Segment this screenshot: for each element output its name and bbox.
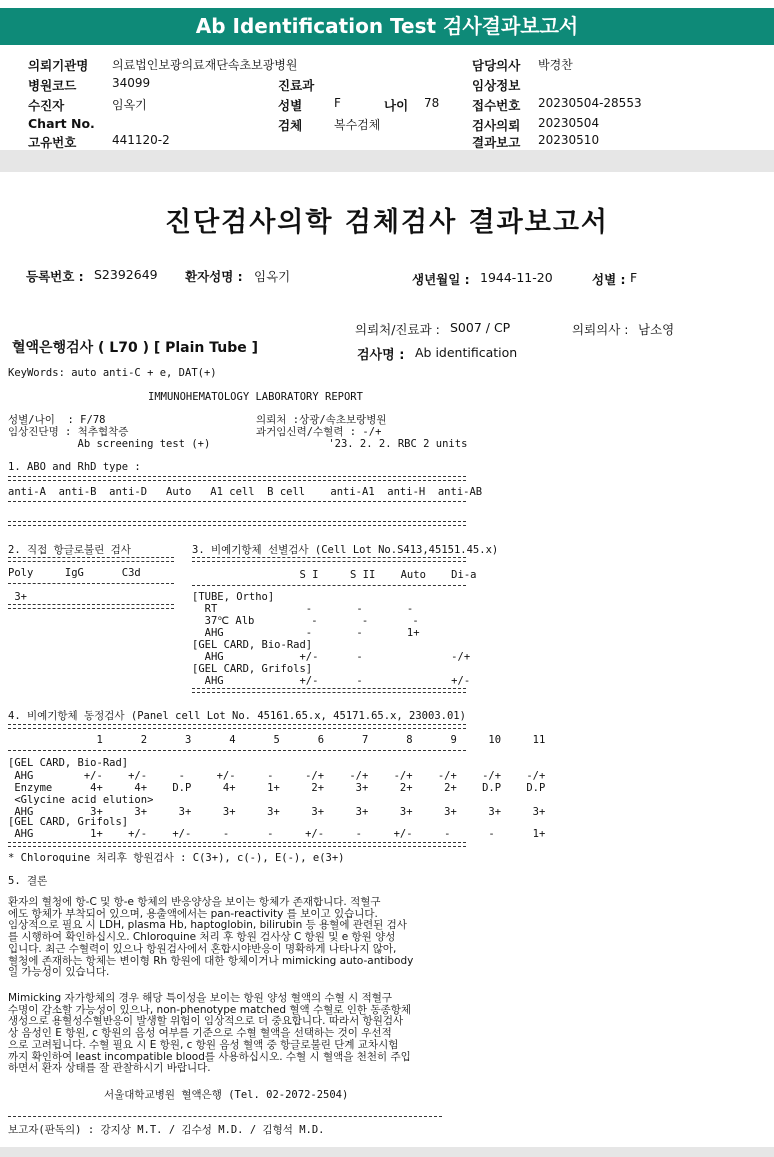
rep-label: 결과보고 xyxy=(472,135,521,150)
dat-rule-mid xyxy=(8,583,174,584)
clinical-label: 임상정보 xyxy=(472,78,521,93)
panel-row: <Glycine acid elution> xyxy=(8,794,154,806)
specimen-label: 검체 xyxy=(278,118,303,133)
dat-rule-top xyxy=(8,557,174,562)
report-sex-value: F xyxy=(630,270,638,285)
panel-rule-top xyxy=(8,724,466,729)
panel-row: [GEL CARD, Bio-Rad] xyxy=(8,757,129,769)
report-title: Ab Identification Test 검사결과보고서 xyxy=(195,14,579,38)
report-title-bar xyxy=(0,8,774,45)
conclusion-line: 수명이 감소할 가능성이 있으나, non-phenotype matched 혈액 수혈로 인한 동종항체 xyxy=(8,1003,411,1016)
reg-value: S2392649 xyxy=(94,267,158,282)
conclusion-line: 를 시행하여 확인하십시오. Chloroquine 처리 후 항원 검사상 C 항원 및 e 항원 양성 xyxy=(8,931,396,944)
screen-row: [TUBE, Ortho] xyxy=(192,591,275,603)
rep-value: 20230510 xyxy=(538,133,600,147)
patient-label: 수진자 xyxy=(28,98,65,113)
uid-label: 고유번호 xyxy=(28,135,77,150)
recv-value: 20230504-28553 xyxy=(538,96,642,110)
specimen-value: 복수검체 xyxy=(334,118,381,132)
conclusion-line: 입니다. 최근 수혈력이 있으나 항원검사에서 혼합시야반응이 명확하게 나타나지 않아, xyxy=(8,942,397,955)
abo-rule-mid xyxy=(8,501,466,502)
dept-label: 진료과 xyxy=(278,78,315,93)
divider-band xyxy=(0,150,774,172)
panel-row: AHG 1+ +/- +/- - - +/- - +/- - - 1+ xyxy=(8,828,546,840)
uid-value: 441120-2 xyxy=(112,133,170,147)
age-value: 78 xyxy=(424,96,440,110)
test-group: 혈액은행검사 ( L70 ) [ Plain Tube ] xyxy=(12,340,259,356)
conclusion-line: 생성으로 용혈성수혈반응이 발생할 위험이 임상적으로 더 중요합니다. 따라서 항원검사 xyxy=(8,1015,404,1028)
conclusion-title: 5. 결론 xyxy=(8,875,48,887)
screen-row: AHG +/- - -/+ xyxy=(192,651,471,663)
dat-title: 2. 직접 항글로불린 검사 xyxy=(8,544,131,556)
dat-value: 3+ xyxy=(8,591,27,603)
lab-heading: IMMUNOHEMATOLOGY LABORATORY REPORT xyxy=(148,391,363,403)
screen-header: S I S II Auto Di-a xyxy=(192,569,477,581)
conclusion-line: 으로 고려됩니다. 수혈 필요 시 E 항원, c 항원 음성 혈액 중 항글로불린 단계 교차시험 xyxy=(8,1038,399,1051)
conclusion-line: 환자의 혈청에 항-C 및 항-e 항체의 반응양상을 보이는 항체가 존재합니다. 적혈구 xyxy=(8,896,381,908)
doctor-label: 담당의사 xyxy=(472,58,521,73)
conclusion-line: 하면서 환자 상태를 잘 관찰하시기 바랍니다. xyxy=(8,1062,211,1075)
inst-label: 의뢰기관명 xyxy=(28,58,89,73)
panel-header: 1 2 3 4 5 6 7 8 9 10 11 xyxy=(8,734,546,746)
test-name-label: 검사명 : xyxy=(357,348,405,363)
test-name-value: Ab identification xyxy=(415,345,518,360)
sex-value: F xyxy=(334,96,341,110)
lab-diagnosis: 임상진단명 : 척추협착증 xyxy=(8,426,129,438)
abo-header: anti-A anti-B anti-D Auto A1 cell B cell anti-A1 anti-H anti-AB xyxy=(8,486,483,498)
ref-dept-value: S007 / CP xyxy=(450,320,511,335)
req-label: 검사의뢰 xyxy=(472,118,521,133)
abo-title: 1. ABO and RhD type : xyxy=(8,461,141,473)
screen-row: [GEL CARD, Grifols] xyxy=(192,663,313,675)
chart-label: Chart No. xyxy=(28,116,95,131)
conclusion-line: 임상적으로 필요 시 LDH, plasma Hb, haptoglobin, bilirubin 등 용혈에 관련된 검사 xyxy=(8,919,407,932)
screen-row: RT - - - xyxy=(192,603,414,615)
lab-history: 과거임신력/수혈력 : -/+ xyxy=(256,426,382,438)
patient-value: 임옥기 xyxy=(112,98,147,112)
ref-doctor-value: 남소영 xyxy=(638,322,675,337)
screen-rule-bottom xyxy=(192,688,466,693)
lab-sex-age: 성별/나이 : F/78 xyxy=(8,414,106,426)
req-value: 20230504 xyxy=(538,116,600,130)
lab-history-detail: '23. 2. 2. RBC 2 units xyxy=(322,438,468,450)
report-sex-label: 성별 : xyxy=(592,272,626,287)
age-label: 나이 xyxy=(384,98,409,113)
name-value: 임옥기 xyxy=(254,269,291,284)
panel-rule-mid xyxy=(8,750,466,751)
signature-rule xyxy=(8,1116,442,1117)
conclusion-line: 까지 확인하여 least incompatible blood를 사용하십시오. 수혈 시 혈액을 천천히 주입 xyxy=(8,1050,411,1063)
conclusion-paragraph-2 xyxy=(8,993,411,1075)
screen-row: AHG +/- - +/- xyxy=(192,675,471,687)
code-value: 34099 xyxy=(112,76,151,90)
dob-value: 1944-11-20 xyxy=(480,270,553,285)
panel-row: AHG 3+ 3+ 3+ 3+ 3+ 3+ 3+ 3+ 3+ 3+ 3+ xyxy=(8,806,546,818)
ref-doctor-label: 의뢰의사 : xyxy=(572,322,629,337)
panel-row: Enzyme 4+ 4+ D.P 4+ 1+ 2+ 3+ 2+ 2+ D.P D.P xyxy=(8,782,546,794)
screen-rule-top xyxy=(192,557,466,562)
screen-row: 37℃ Alb - - - xyxy=(192,615,419,627)
conclusion-line: 상 음성인 E 항원, c 항원의 음성 여부를 기준으로 수혈 혈액을 선택하는 것이 우선적 xyxy=(8,1027,392,1040)
inst-value: 의료법인보광의료재단속초보광병원 xyxy=(112,58,298,72)
sex-label: 성별 xyxy=(278,98,303,113)
screen-row: AHG - - 1+ xyxy=(192,627,420,639)
panel-row: [GEL CARD, Grifols] xyxy=(8,816,129,828)
name-label: 환자성명 : xyxy=(185,269,243,284)
conclusion-line: 일 가능성이 있습니다. xyxy=(8,966,110,979)
conclusion-line: 혈청에 존재하는 항체는 변이형 Rh 항원에 대한 항체이거나 mimicking auto-antibody xyxy=(8,954,414,967)
bottom-band xyxy=(0,1147,774,1157)
abo-rule-bottom xyxy=(8,521,466,526)
ref-dept-label: 의뢰처/진료과 : xyxy=(355,322,440,337)
conclusion-line: Mimicking 자가항체의 경우 해당 특이성을 보이는 항원 양성 혈액의 수혈 시 적혈구 xyxy=(8,992,393,1004)
abo-rule-top xyxy=(8,476,466,481)
screen-title: 3. 비예기항체 선별검사 (Cell Lot No.S413,45151.45.x) xyxy=(192,544,499,556)
panel-title: 4. 비예기항체 동정검사 (Panel cell Lot No. 45161.65.x, 45171.65.x, 23003.01) xyxy=(8,710,466,722)
dat-header: Poly IgG C3d xyxy=(8,567,141,579)
recv-label: 접수번호 xyxy=(472,98,521,113)
panel-rule-bottom xyxy=(8,842,466,847)
reg-label: 등록번호 : xyxy=(26,269,84,284)
dob-label: 생년월일 : xyxy=(412,272,470,287)
chloroquine-note: * Chloroquine 처리후 항원검사 : C(3+), c(-), E(-), e(3+) xyxy=(8,852,345,864)
conclusion-paragraph-1 xyxy=(8,897,413,979)
reporter-line: 보고자(판독의) : 강지상 M.T. / 김수성 M.D. / 김형석 M.D. xyxy=(8,1124,325,1136)
lab-referrer: 의뢰처 :상광/속초보랑병원 xyxy=(256,414,387,426)
conclusion-line: 에도 항체가 부착되어 있으며, 용출액에서는 pan-reactivity 를 보이고 있습니다. xyxy=(8,907,378,920)
lab-screening: Ab screening test (+) xyxy=(8,438,211,450)
screen-row: [GEL CARD, Bio-Rad] xyxy=(192,639,313,651)
hospital-line: 서울대학교병원 혈액은행 (Tel. 02-2072-2504) xyxy=(104,1089,349,1101)
keywords: KeyWords: auto anti-C + e, DAT(+) xyxy=(8,367,217,379)
code-label: 병원코드 xyxy=(28,78,77,93)
dat-rule-bottom xyxy=(8,604,174,609)
doctor-value: 박경찬 xyxy=(538,58,573,72)
report-main-title: 진단검사의학 검체검사 결과보고서 xyxy=(164,207,610,238)
panel-row: AHG +/- +/- - +/- - -/+ -/+ -/+ -/+ -/+ -/+ xyxy=(8,770,546,782)
screen-rule-mid xyxy=(192,585,466,586)
